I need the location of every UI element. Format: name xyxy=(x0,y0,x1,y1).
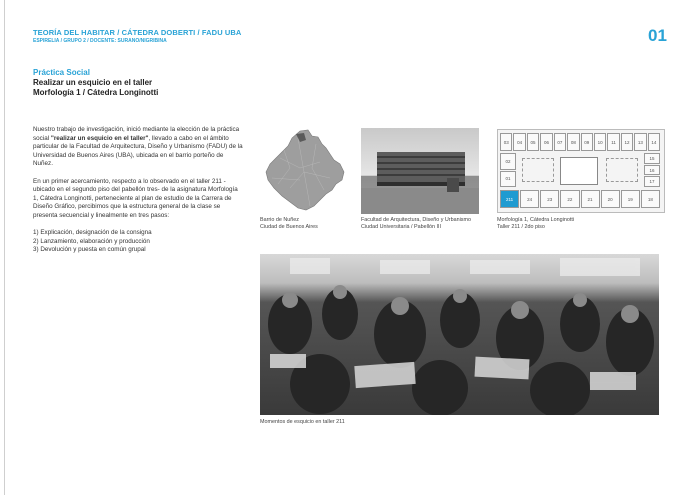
plan-caption-line: Taller 211 / 2do piso xyxy=(497,224,545,230)
plan-room: 24 xyxy=(520,190,539,208)
plan-room: 09 xyxy=(581,133,593,151)
paragraph-1-intro: Nuestro trabajo de investigación, inició mediante la elección de la práctica social xyxy=(33,126,240,142)
map-caption xyxy=(260,217,318,231)
body-text xyxy=(33,126,243,255)
plan-room: 06 xyxy=(540,133,552,151)
plan-caption xyxy=(497,217,574,231)
plan-stair-left xyxy=(522,158,554,182)
plan-room: 16 xyxy=(644,165,660,176)
plan-room: 13 xyxy=(634,133,646,151)
plan-room: 07 xyxy=(554,133,566,151)
plan-room: 15 xyxy=(644,153,660,164)
workshop-caption xyxy=(260,419,345,426)
building-caption-line: Facultad de Arquitectura, Diseño y Urbanismo xyxy=(361,217,471,223)
page-margin-rule xyxy=(4,0,5,495)
plan-room: 03 xyxy=(500,133,512,151)
plan-room: 08 xyxy=(567,133,579,151)
paragraph-1-rest: , llevado a cabo en el ámbito particular de la Facultad de Arquitectura, Diseño y Urbanismo (FADU) de la Universidad de Buenos Aires (UBA), ubicada en el barrio porteño de Nuñez. xyxy=(33,134,243,168)
paragraph-1-bold: "realizar un esquicio en el taller" xyxy=(50,134,149,142)
step-item: 1) Explicación, designación de la consigna xyxy=(33,229,152,237)
steps-list xyxy=(33,229,243,255)
plan-room: 04 xyxy=(513,133,525,151)
plan-room: 17 xyxy=(644,176,660,187)
plan-courtyard xyxy=(560,157,598,185)
building-caption-line: Ciudad Universitaria / Pabellón III xyxy=(361,224,442,230)
plan-stair-right xyxy=(606,158,638,182)
plan-room: 22 xyxy=(560,190,579,208)
map-caption-line: Ciudad de Buenos Aires xyxy=(260,224,318,230)
plan-room: 10 xyxy=(594,133,606,151)
step-item: 2) Lanzamiento, elaboración y producción xyxy=(33,237,150,245)
plan-room: 02 xyxy=(500,153,516,170)
heading-line-2: Morfología 1 / Cátedra Longinotti xyxy=(33,88,159,97)
building-caption xyxy=(361,217,471,231)
building-photo xyxy=(361,128,479,214)
plan-room: 20 xyxy=(601,190,620,208)
paragraph-1 xyxy=(33,126,243,169)
plan-room: 21 xyxy=(581,190,600,208)
map-image xyxy=(260,128,352,214)
plan-room: 11 xyxy=(607,133,619,151)
heading-line-1: Realizar un esquicio en el taller xyxy=(33,78,153,87)
plan-room: 12 xyxy=(621,133,633,151)
plan-room: 23 xyxy=(540,190,559,208)
header-title: TEORÍA DEL HABITAR / CÁTEDRA DOBERTI / FADU UBA xyxy=(33,28,242,37)
map-caption-line: Barrio de Nuñez xyxy=(260,217,299,223)
floor-plan xyxy=(497,129,665,213)
plan-room: 14 xyxy=(648,133,660,151)
page-number: 01 xyxy=(648,26,667,45)
workshop-caption-line: Momentos de esquicio en taller 211 xyxy=(260,419,345,425)
header-subtitle: ESPIRELIA / GRUPO 2 / DOCENTE: SURANO/NIGRIBINA xyxy=(33,38,167,44)
workshop-photo xyxy=(260,254,659,415)
plan-room: 05 xyxy=(527,133,539,151)
section-title: Práctica Social xyxy=(33,68,90,77)
plan-room: 19 xyxy=(621,190,640,208)
step-item: 3) Devolución y puesta en común grupal xyxy=(33,246,146,254)
plan-room: 01 xyxy=(500,171,516,188)
plan-room: 211 xyxy=(500,190,519,208)
paragraph-2: En un primer acercamiento, respecto a lo observado en el taller 211 -ubicado en el segundo piso del pabellón tres- de la asignatura Morfología 1, Cátedra Longinotti, perteneciente al plan de estudio de la Carrera de Diseño Gráfico, percibimos que la estructura general de la clase se presenta secuencial y linealmente en tres pasos: xyxy=(33,177,238,219)
plan-room: 18 xyxy=(641,190,660,208)
plan-caption-line: Morfología 1, Cátedra Longinotti xyxy=(497,217,575,223)
